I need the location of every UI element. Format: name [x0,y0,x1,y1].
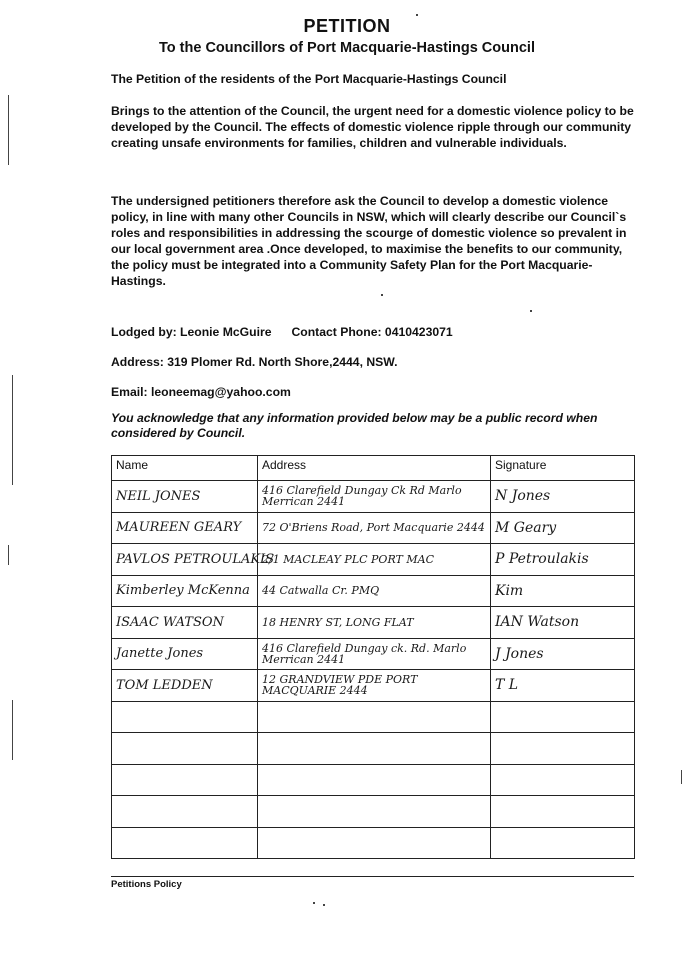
signer-signature [491,796,635,828]
page-subtitle: To the Councillors of Port Macquarie-Hastings Council [159,40,535,56]
signer-name: NEIL JONES [112,481,258,513]
signature-table [111,455,635,859]
lodged-by: Lodged by: Leonie McGuire [111,325,272,339]
signer-signature: T L [491,670,635,702]
signer-address [258,827,491,859]
scan-artifact [416,14,418,16]
contact-email: Email: leoneemag@yahoo.com [111,385,291,399]
signer-address: 72 O'Briens Road, Port Macquarie 2444 [258,512,491,544]
scan-artifact [8,95,9,165]
signer-signature: Kim [491,575,635,607]
scan-artifact [12,375,13,485]
attention-paragraph: Brings to the attention of the Council, the urgent need for a domestic violence policy to be developed by the Council. The effects of domestic violence ripple through our community creating unsafe environments for families, children and vulnerable individuals. [111,104,634,150]
signer-address: 44 Catwalla Cr. PMQ [258,575,491,607]
intro-paragraph: The Petition of the residents of the Port Macquarie-Hastings Council [111,72,507,86]
signer-name: MAUREEN GEARY [112,512,258,544]
scan-artifact [381,294,383,296]
table-row [112,575,635,607]
signer-signature: IAN Watson [491,607,635,639]
footer-label: Petitions Policy [111,879,182,890]
table-row [112,607,635,639]
table-row [112,764,635,796]
signer-name [112,764,258,796]
signer-name: Kimberley McKenna [112,575,258,607]
signer-name: ISAAC WATSON [112,607,258,639]
table-row [112,512,635,544]
column-header-address: Address [258,456,491,481]
signer-name [112,796,258,828]
scan-artifact [530,310,532,312]
signer-address: 2/1 MACLEAY PLC PORT MAC [258,544,491,576]
signer-address [258,733,491,765]
signer-name: Janette Jones [112,638,258,670]
signer-address [258,701,491,733]
contact-address: Address: 319 Plomer Rd. North Shore,2444, NSW. [111,355,398,369]
signer-name [112,733,258,765]
signer-name [112,827,258,859]
signer-name: TOM LEDDEN [112,670,258,702]
signer-signature: M Geary [491,512,635,544]
page-title: PETITION [303,16,391,36]
table-row [112,638,635,670]
table-row [112,796,635,828]
signer-name [112,701,258,733]
table-row [112,544,635,576]
signer-address: 416 Clarefield Dungay ck. Rd. Marlo Merrican 2441 [258,638,491,670]
table-row [112,670,635,702]
signer-signature: J Jones [491,638,635,670]
signer-signature: P Petroulakis [491,544,635,576]
signer-signature: N Jones [491,481,635,513]
table-row [112,701,635,733]
signer-name: PAVLOS PETROULAKIS [112,544,258,576]
signer-address [258,796,491,828]
signer-signature [491,701,635,733]
signer-address: 18 HENRY ST, LONG FLAT [258,607,491,639]
lodged-by-line [111,325,453,339]
table-row [112,733,635,765]
scan-artifact [313,902,315,904]
column-header-signature: Signature [491,456,635,481]
scan-artifact [323,904,325,906]
signer-signature [491,764,635,796]
scan-artifact [12,700,13,760]
acknowledgement-note: You acknowledge that any information provided below may be a public record when considered by Council. [111,411,598,440]
signer-address: 12 GRANDVIEW PDE PORT MACQUARIE 2444 [258,670,491,702]
signer-address: 416 Clarefield Dungay Ck Rd Marlo Merrican 2441 [258,481,491,513]
column-header-name: Name [112,456,258,481]
table-row [112,481,635,513]
signer-address [258,764,491,796]
footer-divider [111,876,634,877]
contact-phone: Contact Phone: 0410423071 [291,325,453,339]
scan-artifact [8,545,9,565]
request-paragraph: The undersigned petitioners therefore ask the Council to develop a domestic violence policy, in line with many other Councils in NSW, which will clearly describe our Council`s roles and responsibilities in addressing the scourge of domestic violence so prevalent in our local government area .Once developed, to maximise the benefits to our community, the policy must be integrated into a Community Safety Plan for the Port Macquarie-Hastings. [111,194,627,288]
signer-signature [491,827,635,859]
table-row [112,827,635,859]
scan-artifact [681,770,682,784]
table-header-row [112,456,635,481]
signer-signature [491,733,635,765]
